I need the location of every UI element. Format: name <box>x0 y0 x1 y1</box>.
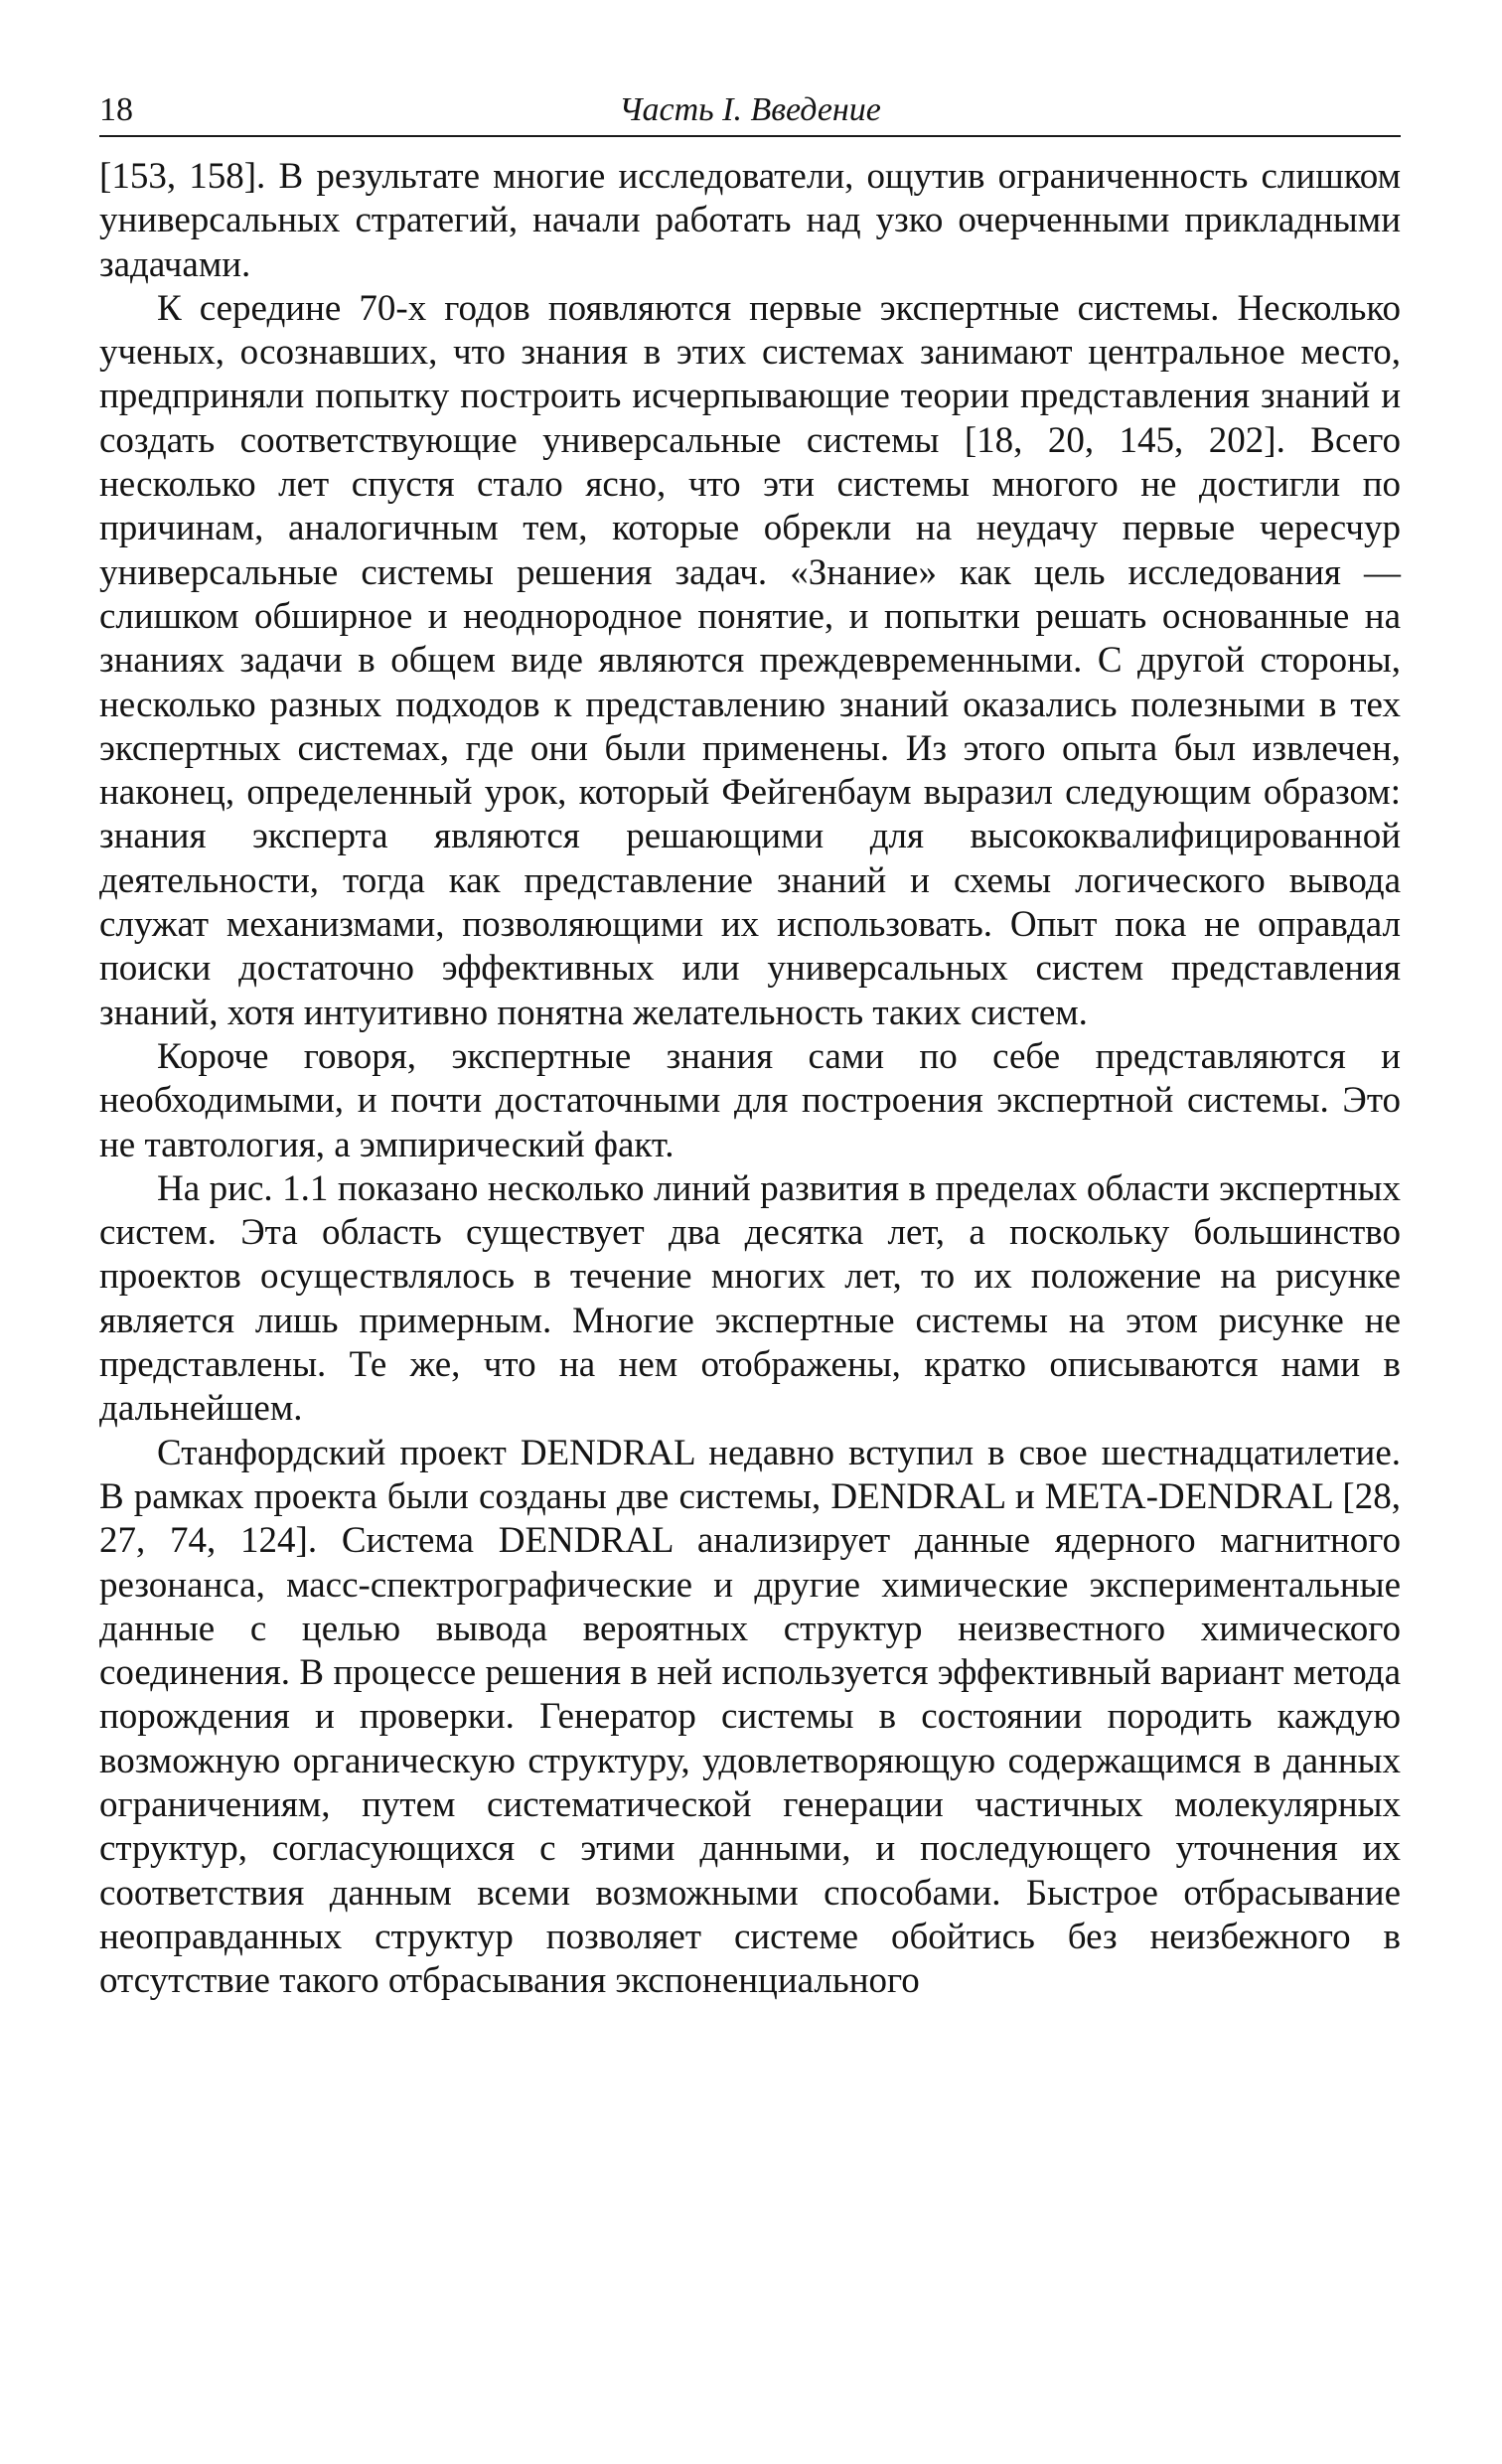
paragraph-continued: [153, 158]. В результате многие исследователи, ощутив ограниченность слишком универсальных стратегий, начали работать над узко очерченными прикладными задачами. <box>99 156 1401 285</box>
paragraph-summary: Короче говоря, экспертные знания сами по себе представляются и необходимыми, и почти достаточными для построения экспертной системы. Это не тавтология, а эмпирический факт. <box>99 1035 1401 1165</box>
running-head <box>99 91 1401 137</box>
paragraph-figure-reference: На рис. 1.1 показано несколько линий развития в пределах области экспертных систем. Эта область существует два десятка лет, а поскольку большинство проектов осуществлялось в течение многих лет, то их положение на рисунке является лишь примерным. Многие экспертные системы на этом рисунке не представлены. Те же, что на нем отображены, кратко описываются нами в дальнейшем. <box>99 1167 1401 1430</box>
running-title: Часть I. Введение <box>619 91 881 128</box>
paragraph-expert-systems-emergence: К середине 70-х годов появляются первые экспертные системы. Несколько ученых, осознавших, что знания в этих системах занимают центральное место, предприняли попытку построить исчерпывающие теории представления знаний и создать соответствующие универсальные системы [18, 20, 145, 202]. Всего несколько лет спустя стало ясно, что эти системы многого не достигли по причинам, аналогичным тем, которые обрекли на неудачу первые чересчур универсальные системы решения задач. «Знание» как цель исследования — слишком обширное и неоднородное понятие, и попытки решать основанные на знаниях задачи в общем виде являются преждевременными. С другой стороны, несколько разных подходов к представлению знаний оказались полезными в тех экспертных системах, где они были применены. Из этого опыта был извлечен, наконец, определенный урок, который Фейгенбаум выразил следующим образом: знания эксперта являются решающими для высококвалифицированной деятельности, тогда как представление знаний и схемы логического вывода служат механизмами, позволяющими их использовать. Опыт пока не оправдал поиски достаточно эффективных или универсальных систем представления знаний, хотя интуитивно понятна желательность таких систем. <box>99 287 1401 1033</box>
paragraph-dendral: Станфордский проект DENDRAL недавно вступил в свое шестнадцатилетие. В рамках проекта были созданы две системы, DENDRAL и META-DENDRAL [28, 27, 74, 124]. Система DENDRAL анализирует данные ядерного магнитного резонанса, масс-спектрографические и другие химические экспериментальные данные с целью вывода вероятных структур неизвестного химического соединения. В процессе решения в ней используется эффективный вариант метода порождения и проверки. Генератор системы в состоянии породить каждую возможную органическую структуру, удовлетворяющую содержащимся в данных ограничениям, путем систематической генерации частичных молекулярных структур, согласующихся с этими данными, и последующего уточнения их соответствия данным всеми возможными способами. Быстрое отбрасывание неоправданных структур позволяет системе обойтись без неизбежного в отсутствие такого отбрасывания экспоненциального <box>99 1432 1401 2002</box>
page-number: 18 <box>99 91 133 128</box>
book-page <box>99 91 1401 2003</box>
body-text <box>99 155 1401 2003</box>
